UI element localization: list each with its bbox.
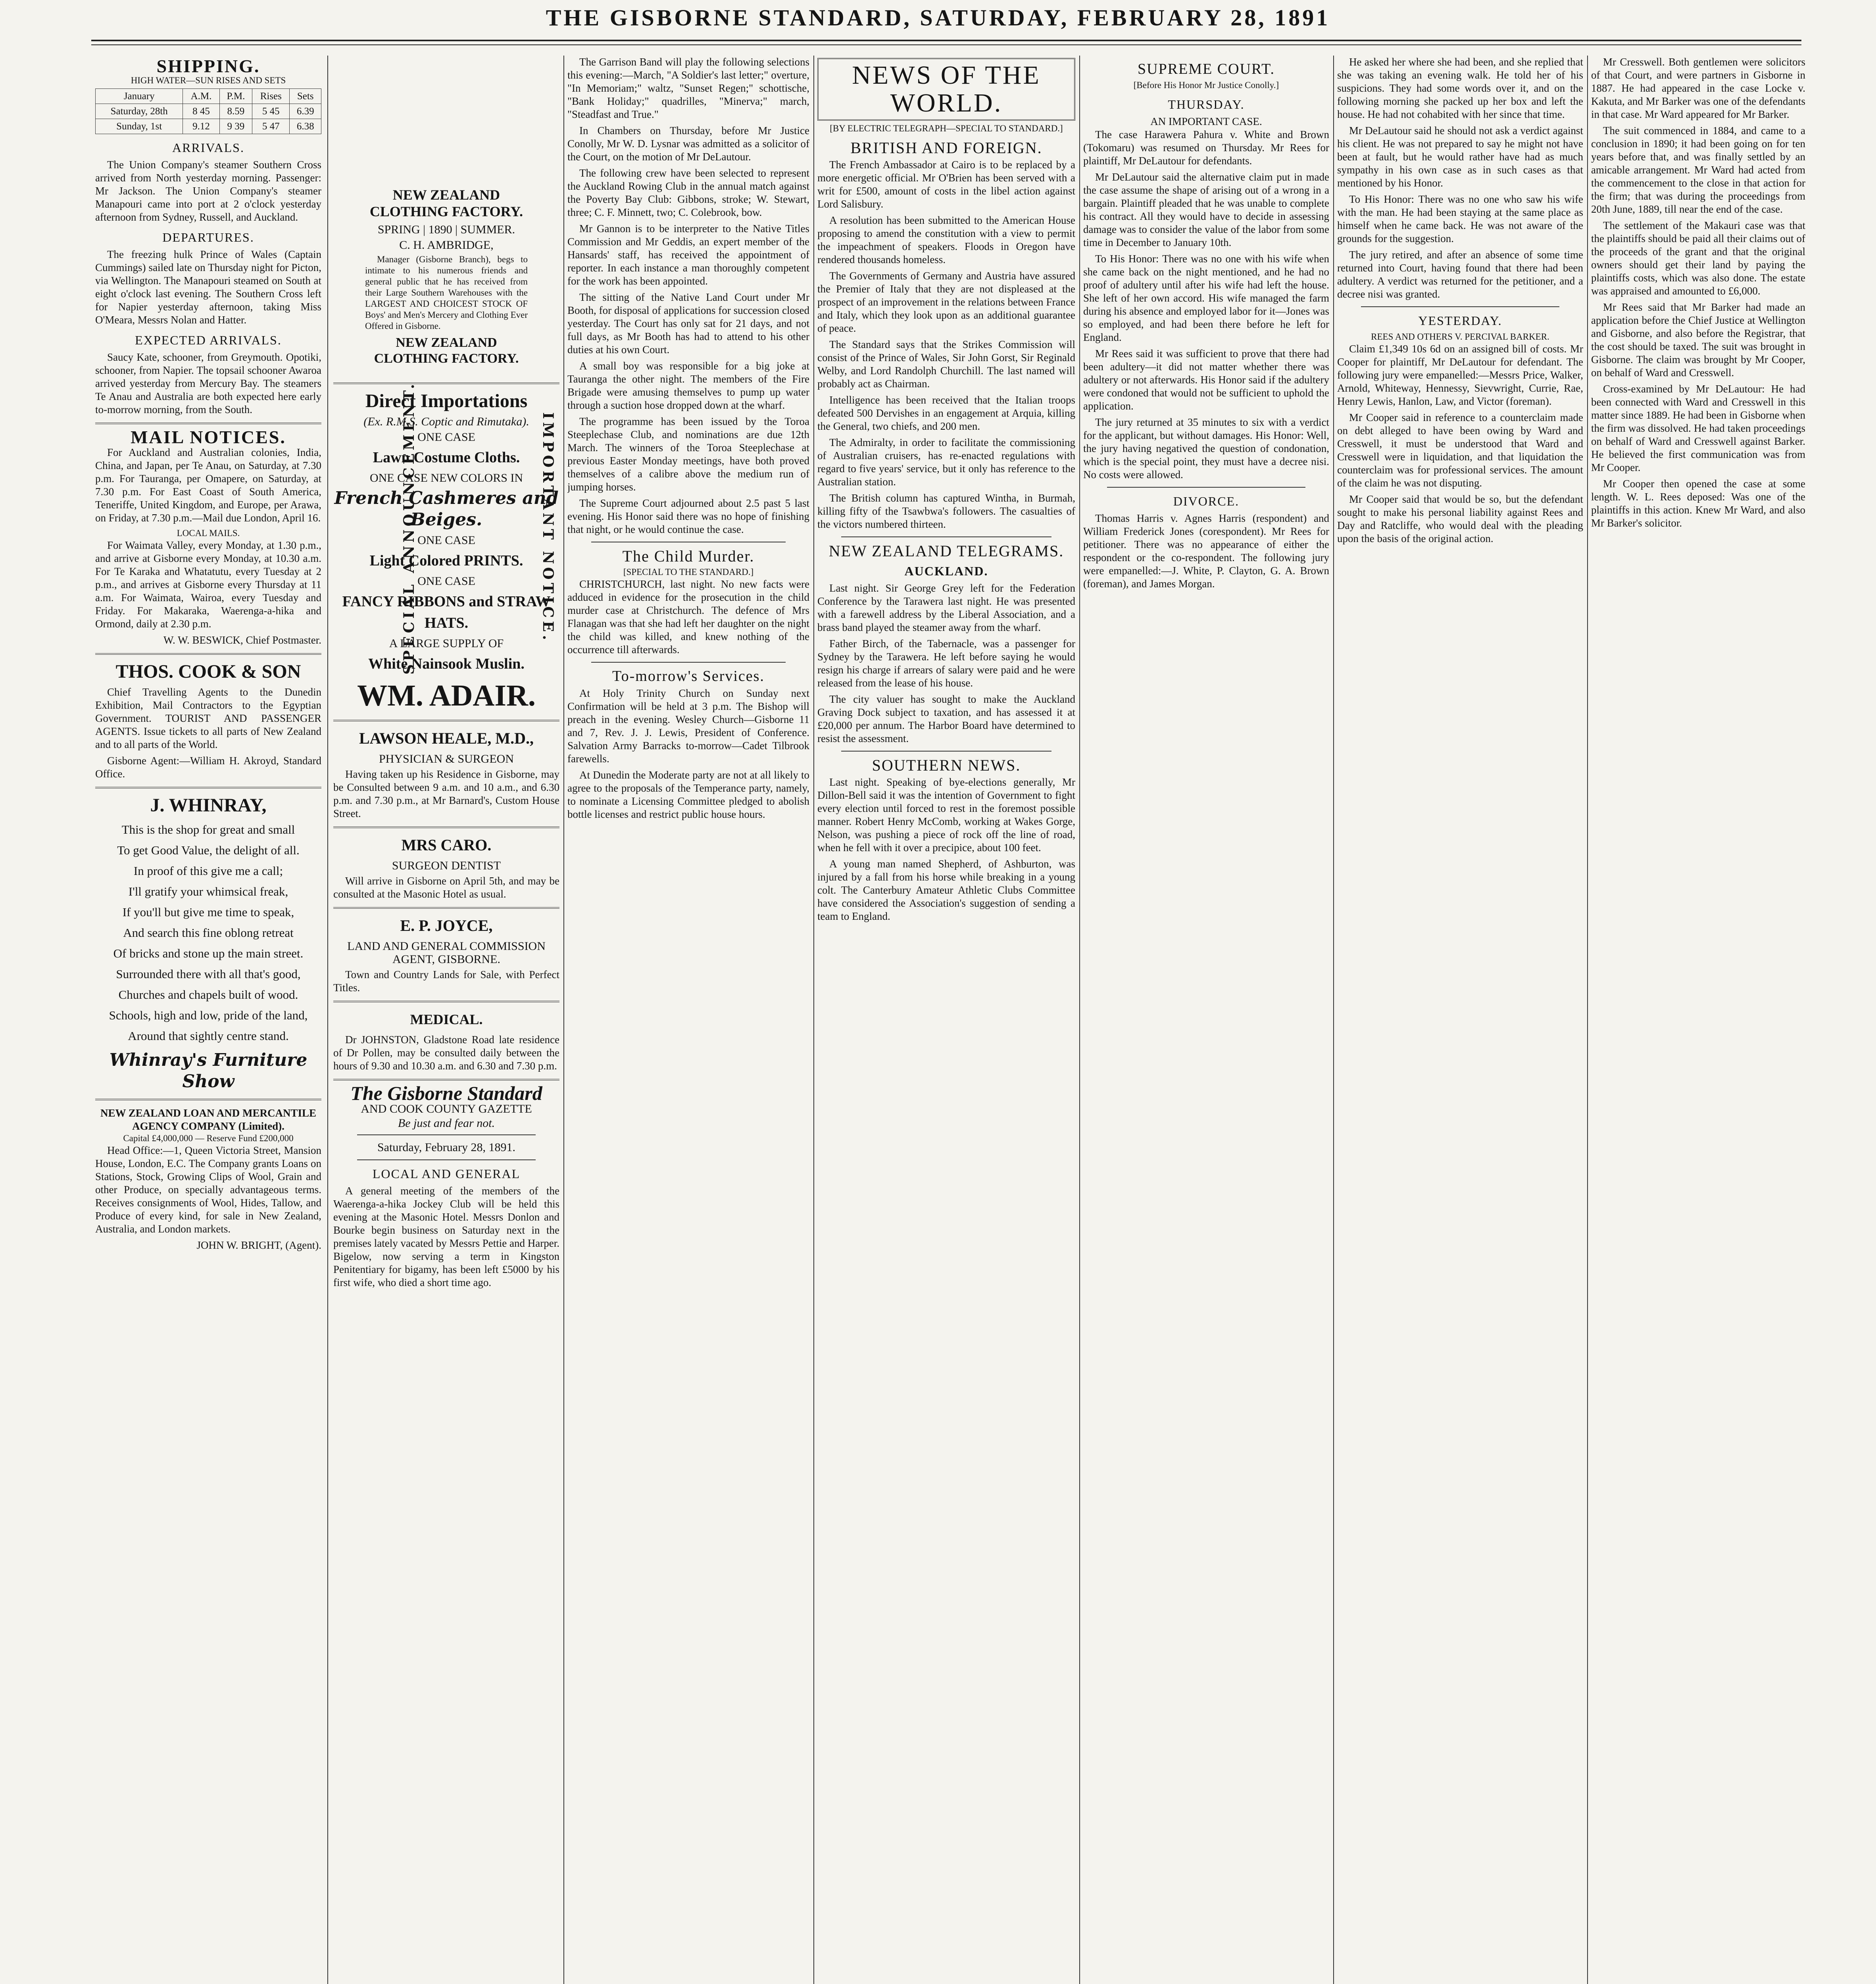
article-paragraph: The programme has been issued by the Toroa Steeplechase Club, and nominations are due 12th March. The winners of the Toroa Steeplechase at previous Easter Monday meetings, have both proved themselves of a calibre above the medium run of jumping horses. xyxy=(567,415,809,493)
mail-heading: MAIL NOTICES. xyxy=(131,427,286,447)
divorce-heading: DIVORCE. xyxy=(1173,494,1240,508)
table-row xyxy=(96,119,321,134)
article-paragraph: Mr Cooper said in reference to a counterclaim made on debt alleged to have been owing by Ward and Cresswell, it must be understood that Ward and Cresswell were in liquidation, and that liquidation the counterclaim was for professional services. The amount of the claim he was not disputing. xyxy=(1337,411,1583,489)
departures-heading: DEPARTURES. xyxy=(162,230,254,244)
tide-head-cell: January xyxy=(96,89,183,104)
divider xyxy=(333,1001,559,1002)
column-rule xyxy=(1333,56,1334,1984)
divider xyxy=(95,653,321,655)
divider xyxy=(841,751,1051,752)
article-paragraph: The Garrison Band will play the following selections this evening:—March, "A Soldier's last letter;" overture, "In Memoriam;" waltz, "Sunset Regen;" schottische, "Bank Holiday;" quadrilles, "Minerva;" march, "Steadfast and True." xyxy=(567,56,809,120)
divider xyxy=(1361,306,1559,307)
clothing-manager: C. H. AMBRIDGE, xyxy=(399,238,494,252)
clothing-season: SPRING | 1890 | SUMMER. xyxy=(377,223,515,236)
tide-cell: 6.38 xyxy=(290,119,321,134)
child-murder-sub: [SPECIAL TO THE STANDARD.] xyxy=(623,567,754,577)
divider xyxy=(333,720,559,721)
tide-head-cell: P.M. xyxy=(219,89,252,104)
article-paragraph: The following crew have been selected to represent the Auckland Rowing Club in the annual match against the Poverty Bay Club: Gibbons, stroke; W. Stewart, three; C. F. Minnett, two; C. Colebrook, bow. xyxy=(567,167,809,218)
article-paragraph: Mr Rees said that Mr Barker had made an application before the Chief Justice at Wellington and Gisborne, and also before the Registrar, that the cost should be taxed. The suit was brought in Gisborne. The claim was brought by Mr Cooper, on behalf of Ward and Cresswell. xyxy=(1591,301,1805,379)
article-paragraph: To His Honor: There was no one who saw his wife with the man. He had been staying at the same place as himself when he came back. He was not aware of the grounds for the suggestion. xyxy=(1337,193,1583,244)
clothing-factory-ad xyxy=(365,186,528,367)
joyce-sub: LAND AND GENERAL COMMISSION AGENT, GISBORNE. xyxy=(347,940,546,966)
divider xyxy=(357,1134,536,1135)
local-general-text: A general meeting of the members of the Waerenga-a-hika Jockey Club will be held this evening at the Masonic Hotel. Messrs Donlon and Bourke begin business on Saturday next in the premises lately vacated by Messrs Pettie and Harper. Bigelow, now serving a term in Kingston Penitentiary for bigamy, has been left £5000 by his first wife, who died a short time ago. xyxy=(333,1185,559,1288)
divider xyxy=(95,423,321,424)
paper-subtitle: AND COOK COUNTY GAZETTE xyxy=(361,1102,532,1115)
heale-title: LAWSON HEALE, M.D., xyxy=(359,729,534,747)
supreme-court-heading: SUPREME COURT. xyxy=(1138,61,1275,77)
yesterday-heading: YESTERDAY. xyxy=(1418,313,1502,328)
article-paragraph: Mr DeLautour said he should not ask a verdict against his client. He was not prepared to say he might not have been at fault, but he would rather have had as much sympathy in his own case as in such cases as that mentioned by his Honor. xyxy=(1337,125,1583,189)
tide-cell: 8.59 xyxy=(219,104,252,119)
one-case-label: ONE CASE xyxy=(417,431,475,444)
verse-line: Of bricks and stone up the main street. xyxy=(113,946,304,960)
column-6 xyxy=(1337,56,1583,1984)
column-rule xyxy=(563,56,564,1984)
verse-line: If you'll but give me time to speak, xyxy=(122,905,294,919)
important-notice-banner: IMPORTANT NOTICE. xyxy=(540,412,556,643)
local-mails-heading: LOCAL MAILS. xyxy=(177,528,240,538)
clothing-text: Manager (Gisborne Branch), begs to intimate to his numerous friends and general public that he has received from their Large Southern Warehouses with the LARGEST AND CHOICEST STOCK OF Boys' and Men's Mercery and Clothing Ever Offered in Gisborne. xyxy=(365,254,528,331)
article-paragraph: Mr Rees said it was sufficient to prove that there had been adultery—it did not matter whether there was adultery or not afterwards. His Honor said if the adultery were condoned that would not be sufficient to uphold the application. xyxy=(1083,348,1329,412)
tide-cell: 9 39 xyxy=(219,119,252,134)
tide-cell: 5 47 xyxy=(252,119,290,134)
postmaster-signature: W. W. BESWICK, Chief Postmaster. xyxy=(163,634,321,646)
child-murder-heading: The Child Murder. xyxy=(622,547,755,565)
article-paragraph: Last night. Sir George Grey left for the Federation Conference by the Tarawera last night. He was presented with a farewell address by the Liberal Association, and a brass band played the steamer away from the wharf. xyxy=(817,582,1075,633)
one-case-new-label: ONE CASE NEW COLORS IN xyxy=(369,471,523,484)
british-foreign-heading: BRITISH AND FOREIGN. xyxy=(850,139,1042,157)
divider xyxy=(333,383,559,384)
light-prints: Light Colored PRINTS. xyxy=(369,552,523,569)
tide-head-cell: Sets xyxy=(290,89,321,104)
one-case-label: ONE CASE xyxy=(417,575,475,588)
thursday-heading: THURSDAY. xyxy=(1168,97,1245,112)
article-paragraph: Mr DeLautour said the alternative claim put in made the case assume the shape of arising out of a wrong in a bargain. Plaintiff pleaded that he was unable to complete his contract. All they would have to decide in assessing damage was to consider the value of the labor from some time in December to January 10th. xyxy=(1083,171,1329,248)
one-case-label: ONE CASE xyxy=(417,534,475,547)
caro-text: Will arrive in Gisborne on April 5th, and may be consulted at the Masonic Hotel as usual. xyxy=(333,875,559,900)
local-general-heading: LOCAL AND GENERAL xyxy=(372,1167,521,1181)
top-rule xyxy=(91,40,1801,41)
verse-line: To get Good Value, the delight of all. xyxy=(117,843,300,857)
article-paragraph: A small boy was responsible for a big joke at Tauranga the other night. The members of the Fire Brigade were amusing themselves to pump up water through a suction hose dropped down at the wharf. xyxy=(567,360,809,411)
expected-heading: EXPECTED ARRIVALS. xyxy=(135,333,282,347)
column-1 xyxy=(95,56,321,1984)
caro-title: MRS CARO. xyxy=(401,836,492,854)
news-of-world-title: NEWS OF THE WORLD. xyxy=(817,58,1075,121)
article-paragraph: Intelligence has been received that the Italian troops defeated 500 Dervishes in an engagement at Arquia, killing the General, two chiefs, and 200 men. xyxy=(817,394,1075,432)
paper-date: Saturday, February 28, 1891. xyxy=(377,1141,515,1154)
news-sub: [BY ELECTRIC TELEGRAPH—SPECIAL TO STANDARD.] xyxy=(830,123,1063,133)
verse-line: Around that sightly centre stand. xyxy=(128,1029,289,1043)
loan-agency-capital: Capital £4,000,000 — Reserve Fund £200,000 xyxy=(123,1133,294,1143)
top-rule-2 xyxy=(91,44,1801,45)
cook-ad-agent: Gisborne Agent:—William H. Akroyd, Standard Office. xyxy=(95,755,321,780)
medical-text: Dr JOHNSTON, Gladstone Road late residence of Dr Pollen, may be consulted daily between the hours of 9.30 and 10.30 a.m. and 6.30 and 7.30 p.m. xyxy=(333,1034,559,1072)
whinray-title: J. WHINRAY, xyxy=(150,795,267,816)
tide-cell: 5 45 xyxy=(252,104,290,119)
column-rule xyxy=(1587,56,1588,1984)
french-cashmeres: French Cashmeres and Beiges. xyxy=(334,488,559,530)
article-paragraph: A young man named Shepherd, of Ashburton, was injured by a fall from his horse while breaking in a young colt. The Canterbury Amateur Athletic Clubs Committee have considered the Association's suggestion of sending a team to England. xyxy=(817,858,1075,922)
article-paragraph: The sitting of the Native Land Court under Mr Booth, for disposal of applications for succession closed yesterday. The Court has only sat for 21 days, and not full days, as Mr Booth has had to attend to his other duties at his own Court. xyxy=(567,291,809,356)
medical-title: MEDICAL. xyxy=(410,1011,483,1027)
tide-cell: 6.39 xyxy=(290,104,321,119)
imports-sub: (Ex. R.M.S. Coptic and Rimutaka). xyxy=(363,415,529,428)
article-paragraph: At Dunedin the Moderate party are not at all likely to agree to the proposals of the Temperance party, namely, to nominate a Licensing Committee pledged to abolish bottle licenses and restrict public house hours. xyxy=(567,769,809,820)
whinray-verse xyxy=(95,819,321,1046)
joyce-text: Town and Country Lands for Sale, with Perfect Titles. xyxy=(333,969,559,994)
divider xyxy=(95,1099,321,1100)
divider xyxy=(333,1079,559,1080)
article-paragraph: Cross-examined by Mr DeLautour: He had been connected with Ward and Cresswell in this matter since 1889. He had been in Gisborne when the firm was dissolved. He had taken proceedings on behalf of Ward and Cresswell against Barker. He believed the first communication was from Mr Cooper. xyxy=(1591,383,1805,473)
article-paragraph: The settlement of the Makauri case was that the plaintiffs should be paid all their claims out of the proceeds of the grant and that the original owners should get their land by paying the plaintiffs costs, which was also done. The estate was appraised and amounted to £6,000. xyxy=(1591,219,1805,297)
tide-heading: HIGH WATER—SUN RISES AND SETS xyxy=(131,75,286,85)
supreme-court-before: [Before His Honor Mr Justice Conolly.] xyxy=(1133,80,1279,90)
column-3 xyxy=(567,56,809,1984)
fancy-ribbons: FANCY RIBBONS and STRAW HATS. xyxy=(342,593,551,631)
arrivals-text: The Union Company's steamer Southern Cross arrived from North yesterday morning. Passenger: Mr Jackson. The Union Company's steamer Manapouri came into port at 2 o'clock yesterday afternoon from Sydney, Russell, and Auckland. xyxy=(95,159,321,223)
article-paragraph: The suit commenced in 1884, and came to a conclusion in 1890; it had been going on for ten years before that, and was finally settled by an amicable arrangement. Mr Ward had acted from the commencement to the close in that action for the firm; that was during the proceedings from 20th June, 1889, till near the end of the case. xyxy=(1591,125,1805,215)
verse-line: I'll gratify your whimsical freak, xyxy=(128,884,288,898)
verse-line: Churches and chapels built of wood. xyxy=(118,988,298,1002)
article-paragraph: Mr Gannon is to be interpreter to the Native Titles Commission and Mr Geddis, an expert member of the Hansards' staff, has received the appointment of reporter. In each instance a man thoroughly competent for the work has been appointed. xyxy=(567,223,809,287)
caro-sub: SURGEON DENTIST xyxy=(392,859,501,872)
column-4 xyxy=(817,56,1075,1984)
auckland-heading: AUCKLAND. xyxy=(904,564,988,578)
verse-line: In proof of this give me a call; xyxy=(133,864,283,878)
departures-text: The freezing hulk Prince of Wales (Captain Cummings) sailed late on Thursday night for Picton, via Wellington. The Manapouri steamed on South at eight o'clock last evening. The Southern Cross left for Napier yesterday afternoon, taking Miss O'Meara, Messrs Nolan and Hatter. xyxy=(95,248,321,326)
article-paragraph: The British column has captured Wintha, in Burmah, killing fifty of the Tsawbwa's followers. The casualties of the victors numbered thirteen. xyxy=(817,492,1075,530)
divider xyxy=(333,827,559,828)
article-paragraph: Mr Cresswell. Both gentlemen were solicitors of that Court, and were partners in Gisborne in 1887. He had appeared in the case Locke v. Kakuta, and Mr Barker was one of the defendants in that case. Mr Ward appeared for Mr Barker. xyxy=(1591,56,1805,120)
arrivals-heading: ARRIVALS. xyxy=(172,140,244,155)
divider xyxy=(357,1159,536,1160)
adair-name: WM. ADAIR. xyxy=(357,679,536,712)
services-heading: To-morrow's Services. xyxy=(612,668,765,684)
tide-head-cell: Rises xyxy=(252,89,290,104)
agent-signature: JOHN W. BRIGHT, (Agent). xyxy=(196,1239,321,1251)
article-paragraph: Father Birch, of the Tabernacle, was a passenger for Sydney by the Tarawera. He left before saying he would resign his charge if arrears of salary were paid and he were released from the lease of his house. xyxy=(817,638,1075,689)
nz-telegrams-heading: NEW ZEALAND TELEGRAMS. xyxy=(828,542,1064,560)
article-paragraph: The French Ambassador at Cairo is to be replaced by a more energetic official. Mr O'Brien has been served with a writ for £500, amount of costs in the libel action against Lord Salisbury. xyxy=(817,159,1075,210)
article-paragraph: Thomas Harris v. Agnes Harris (respondent) and William Frederick Jones (corespondent). Mr Rees for petitioner. There was no appearance of either the respondent or the co-respondent. The following jury were empanelled:—J. White, P. Clayton, G. A. Brown (foreman), and James Morgan. xyxy=(1083,512,1329,590)
article-paragraph: Mr Cooper then opened the case at some length. W. L. Rees deposed: Was one of the plaintiffs in this action. Knew Mr Ward, and also Mr Barker's solicitor. xyxy=(1591,478,1805,529)
article-paragraph: The jury returned at 35 minutes to six with a verdict for the applicant, but without damages. His Honor: Well, the jury having negatived the question of condonation, which is the special point, they must have a decree nisi. No costs were allowed. xyxy=(1083,416,1329,481)
heale-sub: PHYSICIAN & SURGEON xyxy=(379,752,514,765)
furniture-show-title: Whinray's Furniture Show xyxy=(109,1050,308,1092)
joyce-title: E. P. JOYCE, xyxy=(400,917,493,934)
loan-agency-title: NEW ZEALAND LOAN AND MERCANTILE AGENCY COMPANY (Limited). xyxy=(100,1107,317,1132)
column-rule xyxy=(327,56,328,1984)
nainsook-muslin: White Nainsook Muslin. xyxy=(368,656,525,672)
special-announcement-banner: SPECIAL ANNOUNCEMENT. xyxy=(401,381,417,675)
paper-motto: Be just and fear not. xyxy=(398,1117,495,1130)
divider xyxy=(95,787,321,788)
article-paragraph: Claim £1,349 10s 6d on an assigned bill of costs. Mr Cooper for plaintiff, Mr DeLautour for defendant. The following jury were empanelled:—Messrs Price, Walker, Arnold, Whiteway, Hennessy, Sievwright, Currie, Rae, Henry Lewis, Hanlon, Law, and Victor (foreman). xyxy=(1337,343,1583,407)
article-paragraph: The Supreme Court adjourned about 2.5 past 5 last evening. His Honor said there was no hope of finishing that night, or he would continue the case. xyxy=(567,497,809,535)
local-mails-text: For Waimata Valley, every Monday, at 1.30 p.m., and arrive at Gisborne every Monday, at 10.30 a.m. For Te Karaka and Whatatutu, every Tuesday at 2 p.m., and arrives at Gisborne every Thursday at 11 a.m. For Waimata, Wairoa, every Tuesday and Friday. For Makaraka, Waerenga-a-hika and Ormond, daily at 2.30 p.m. xyxy=(95,539,321,630)
lawn-cloths: Lawn Costume Cloths. xyxy=(373,449,520,466)
cook-ad-title: THOS. COOK & SON xyxy=(115,661,301,682)
tide-head-cell: A.M. xyxy=(183,89,219,104)
verse-line: Surrounded there with all that's good, xyxy=(116,967,301,981)
paper-title: The Gisborne Standard xyxy=(350,1082,542,1104)
imports-title: Direct Importations xyxy=(365,390,528,411)
important-case-heading: AN IMPORTANT CASE. xyxy=(1150,115,1262,127)
divider xyxy=(841,536,1051,537)
clothing-factory-title: NEW ZEALAND CLOTHING FACTORY. xyxy=(369,187,523,219)
article-paragraph: At Holy Trinity Church on Sunday next Confirmation will be held at 3 p.m. The Bishop will preach in the evening. Wesley Church—Gisborne 11 and 7, Rev. J. J. Lewis, President of Conference. Salvation Army Barracks to-morrow—Cadet Tilbrook farewells. xyxy=(567,687,809,765)
article-paragraph: The Standard says that the Strikes Commission will consist of the Prince of Wales, Sir John Gorst, Sir Reginald Welby, and Lord Randolph Churchill. The last named will probably act as Chairman. xyxy=(817,338,1075,390)
article-paragraph: In Chambers on Thursday, before Mr Justice Conolly, Mr W. D. Lysnar was admitted as a solicitor of the Court, on the motion of Mr DeLautour. xyxy=(567,125,809,163)
tide-cell: Sunday, 1st xyxy=(96,119,183,134)
article-paragraph: A resolution has been submitted to the American House proposing to amend the constitution with a view to permit the impeachment of speakers. Floods in Oregon have rendered thousands homeless. xyxy=(817,214,1075,265)
tide-cell: Saturday, 28th xyxy=(96,104,183,119)
article-paragraph: The jury retired, and after an absence of some time returned into Court, having found that there had been adultery. A verdict was returned for the petitioner, and a decree nisi was granted. xyxy=(1337,249,1583,300)
divider xyxy=(1107,487,1305,488)
heale-text: Having taken up his Residence in Gisborne, may be Consulted between 9 a.m. and 10 a.m., and 6.30 p.m. and 7.30 p.m., at Mr Barnard's, Custom House Street. xyxy=(333,768,559,819)
tide-cell: 8 45 xyxy=(183,104,219,119)
verse-line: And search this fine oblong retreat xyxy=(123,926,294,940)
expected-text: Saucy Kate, schooner, from Greymouth. Opotiki, schooner, from Napier. The topsail schooner Awaroa arrived yesterday from Mercury Bay. The steamers Te Anau and Australia are both expected here early to-morrow morning, from the South. xyxy=(95,351,321,415)
southern-news-heading: SOUTHERN NEWS. xyxy=(872,756,1021,774)
article-paragraph: Mr Cooper said that would be so, but the defendant sought to make his personal liability against Rees and Day and Ratcliffe, who would deal with the pleading upon the basis of the original action. xyxy=(1337,493,1583,544)
article-paragraph: CHRISTCHURCH, last night. No new facts were adduced in evidence for the prosecution in the child murder case at Christchurch. The defence of Mrs Flanagan was that she had left her daughter on the night the child was killed, and knew nothing of the occurrence till afterwards. xyxy=(567,578,809,656)
clothing-footer: NEW ZEALAND CLOTHING FACTORY. xyxy=(374,335,519,366)
tide-table xyxy=(95,88,321,134)
muslin-pre: A LARGE SUPPLY OF xyxy=(389,637,504,650)
article-paragraph: Last night. Speaking of bye-elections generally, Mr Dillon-Bell said it was the intention of Government to fight every election until forced to rest in the foremost possible manner. Robert Henry McComb, working at Wakes Gorge, Nelson, was pushing a piece of rock off the line of road, when he fell with it over a precipice, about 100 feet. xyxy=(817,776,1075,854)
yesterday-case-name: REES AND OTHERS V. PERCIVAL BARKER. xyxy=(1371,332,1549,342)
column-rule xyxy=(1079,56,1080,1984)
verse-line: Schools, high and low, pride of the land, xyxy=(109,1008,308,1022)
article-paragraph: The city valuer has sought to make the Auckland Graving Dock subject to taxation, and has assessed it at £20,000 per annum. The Harbor Board have determined to resist the assessment. xyxy=(817,693,1075,744)
article-paragraph: To His Honor: There was no one with his wife when she came back on the night mentioned, and he had no proof of adultery until after his wife had left the house. She left of her own accord. His wife managed the farm during his absence and employed labor for it—Jones was so employed, and had been there before he left for England. xyxy=(1083,253,1329,343)
column-rule xyxy=(813,56,814,1984)
masthead-title: THE GISBORNE STANDARD, SATURDAY, FEBRUARY 28, 1891 xyxy=(546,5,1330,31)
article-paragraph: The Governments of Germany and Austria have assured the Premier of Italy that they are not displeased at the prospect of an improvement in the relations between France and Italy, which they look upon as an additional guarantee of peace. xyxy=(817,270,1075,334)
loan-agency-text: Head Office:—1, Queen Victoria Street, Mansion House, London, E.C. The Company grants Loans on Stations, Stock, Growing Clips of Wool, Grain and other Produce, on specially advantageous terms. Receives consignments of Wool, Hides, Tallow, and Produce of every kind, for sale in New Zealand, Australia, and London markets. xyxy=(95,1144,321,1235)
verse-line: This is the shop for great and small xyxy=(121,823,295,836)
tide-cell: 9.12 xyxy=(183,119,219,134)
column-7 xyxy=(1591,56,1805,1984)
column-5 xyxy=(1083,56,1329,1984)
article-paragraph: He asked her where she had been, and she replied that she was taking an evening walk. He told her of his suspicions. They had some words over it, and on the following morning she packed up her box and left the house. He had not cohabited with her since that time. xyxy=(1337,56,1583,120)
mail-text: For Auckland and Australian colonies, India, China, and Japan, per Te Anau, on Saturday, at 7.30 p.m. For Tauranga, per Omapere, on Saturday, at 7.30 p.m. For East Coast of South America, Teneriffe, United Kingdom, and Europe, per Arawa, on Friday, at 7.30 p.m.—Mail due London, April 16. xyxy=(95,446,321,524)
divider xyxy=(591,662,786,663)
article-paragraph: The case Harawera Pahura v. White and Brown (Tokomaru) was resumed on Thursday. Mr Rees for plaintiff, Mr DeLautour for defendants. xyxy=(1083,129,1329,167)
column-2 xyxy=(333,56,559,1984)
shipping-heading: SHIPPING. xyxy=(156,56,260,76)
divider xyxy=(333,907,559,909)
cook-ad-text: Chief Travelling Agents to the Dunedin Exhibition, Mail Contractors to the Egyptian Government. TOURIST AND PASSENGER AGENTS. Issue tickets to all parts of New Zealand and to all parts of the World. xyxy=(95,686,321,750)
table-row xyxy=(96,104,321,119)
article-paragraph: The Admiralty, in order to facilitate the commissioning of Australian cruisers, has re-enacted regulations with regard to five years' service, but it only has reference to the Australian station. xyxy=(817,436,1075,488)
